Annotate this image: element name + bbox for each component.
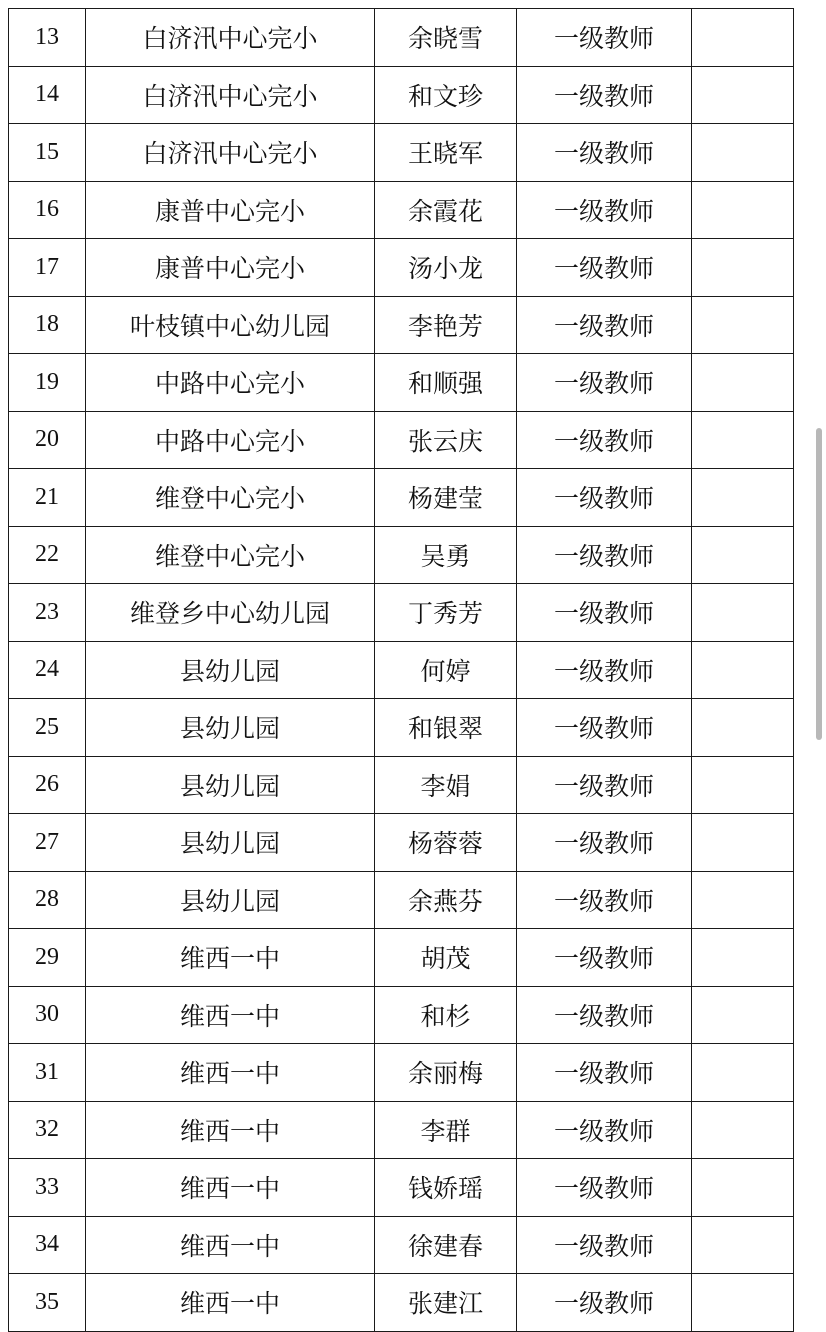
- row-number-cell: 28: [9, 871, 86, 929]
- remarks-cell: [692, 296, 794, 354]
- table-row: [9, 986, 794, 1044]
- job-title-cell: 一级教师: [517, 756, 692, 814]
- row-number-cell: 21: [9, 469, 86, 527]
- school-cell: 维登乡中心幼儿园: [86, 584, 375, 642]
- row-number-cell: 20: [9, 411, 86, 469]
- row-number-cell: 24: [9, 641, 86, 699]
- remarks-cell: [692, 124, 794, 182]
- job-title-cell: 一级教师: [517, 1159, 692, 1217]
- job-title-cell: 一级教师: [517, 239, 692, 297]
- school-cell: 维登中心完小: [86, 469, 375, 527]
- job-title-cell: 一级教师: [517, 1044, 692, 1102]
- remarks-cell: [692, 814, 794, 872]
- job-title-cell: 一级教师: [517, 296, 692, 354]
- teacher-name-cell: 李娟: [375, 756, 517, 814]
- school-cell: 县幼儿园: [86, 641, 375, 699]
- teacher-name-cell: 徐建春: [375, 1216, 517, 1274]
- row-number-cell: 14: [9, 66, 86, 124]
- table-row: [9, 296, 794, 354]
- job-title-cell: 一级教师: [517, 584, 692, 642]
- roster-body: [9, 9, 794, 1332]
- table-row: [9, 469, 794, 527]
- school-cell: 中路中心完小: [86, 411, 375, 469]
- row-number-cell: 31: [9, 1044, 86, 1102]
- teacher-name-cell: 钱娇瑶: [375, 1159, 517, 1217]
- job-title-cell: 一级教师: [517, 124, 692, 182]
- table-row: [9, 1101, 794, 1159]
- row-number-cell: 35: [9, 1274, 86, 1332]
- teacher-name-cell: 汤小龙: [375, 239, 517, 297]
- table-row: [9, 1044, 794, 1102]
- row-number-cell: 27: [9, 814, 86, 872]
- school-cell: 维西一中: [86, 986, 375, 1044]
- school-cell: 维西一中: [86, 1274, 375, 1332]
- teacher-name-cell: 和文珍: [375, 66, 517, 124]
- row-number-cell: 34: [9, 1216, 86, 1274]
- remarks-cell: [692, 469, 794, 527]
- school-cell: 白济汛中心完小: [86, 66, 375, 124]
- job-title-cell: 一级教师: [517, 699, 692, 757]
- remarks-cell: [692, 181, 794, 239]
- table-row: [9, 1274, 794, 1332]
- remarks-cell: [692, 1274, 794, 1332]
- remarks-cell: [692, 526, 794, 584]
- teacher-name-cell: 李群: [375, 1101, 517, 1159]
- row-number-cell: 22: [9, 526, 86, 584]
- school-cell: 县幼儿园: [86, 871, 375, 929]
- school-cell: 维西一中: [86, 1159, 375, 1217]
- job-title-cell: 一级教师: [517, 411, 692, 469]
- remarks-cell: [692, 641, 794, 699]
- job-title-cell: 一级教师: [517, 354, 692, 412]
- job-title-cell: 一级教师: [517, 641, 692, 699]
- school-cell: 县幼儿园: [86, 814, 375, 872]
- row-number-cell: 25: [9, 699, 86, 757]
- table-row: [9, 584, 794, 642]
- table-row: [9, 354, 794, 412]
- table-row: [9, 181, 794, 239]
- remarks-cell: [692, 929, 794, 987]
- teacher-name-cell: 丁秀芳: [375, 584, 517, 642]
- teacher-name-cell: 和杉: [375, 986, 517, 1044]
- table-row: [9, 871, 794, 929]
- teacher-name-cell: 张建江: [375, 1274, 517, 1332]
- row-number-cell: 26: [9, 756, 86, 814]
- remarks-cell: [692, 699, 794, 757]
- row-number-cell: 32: [9, 1101, 86, 1159]
- table-row: [9, 526, 794, 584]
- school-cell: 叶枝镇中心幼儿园: [86, 296, 375, 354]
- vertical-scrollbar[interactable]: [816, 428, 822, 740]
- remarks-cell: [692, 1044, 794, 1102]
- table-row: [9, 814, 794, 872]
- remarks-cell: [692, 66, 794, 124]
- table-row: [9, 1216, 794, 1274]
- row-number-cell: 13: [9, 9, 86, 67]
- table-row: [9, 699, 794, 757]
- remarks-cell: [692, 756, 794, 814]
- job-title-cell: 一级教师: [517, 1101, 692, 1159]
- school-cell: 县幼儿园: [86, 699, 375, 757]
- table-row: [9, 756, 794, 814]
- school-cell: 维西一中: [86, 1216, 375, 1274]
- job-title-cell: 一级教师: [517, 9, 692, 67]
- remarks-cell: [692, 9, 794, 67]
- teacher-name-cell: 和顺强: [375, 354, 517, 412]
- table-row: [9, 1159, 794, 1217]
- row-number-cell: 16: [9, 181, 86, 239]
- row-number-cell: 17: [9, 239, 86, 297]
- teacher-name-cell: 李艳芳: [375, 296, 517, 354]
- table-row: [9, 929, 794, 987]
- teacher-name-cell: 胡茂: [375, 929, 517, 987]
- school-cell: 维西一中: [86, 929, 375, 987]
- teacher-name-cell: 何婷: [375, 641, 517, 699]
- row-number-cell: 29: [9, 929, 86, 987]
- row-number-cell: 33: [9, 1159, 86, 1217]
- school-cell: 维西一中: [86, 1044, 375, 1102]
- job-title-cell: 一级教师: [517, 469, 692, 527]
- row-number-cell: 19: [9, 354, 86, 412]
- job-title-cell: 一级教师: [517, 929, 692, 987]
- remarks-cell: [692, 986, 794, 1044]
- remarks-cell: [692, 584, 794, 642]
- table-row: [9, 9, 794, 67]
- teacher-name-cell: 张云庆: [375, 411, 517, 469]
- remarks-cell: [692, 1216, 794, 1274]
- teacher-roster-table: [8, 8, 794, 1332]
- teacher-name-cell: 余燕芬: [375, 871, 517, 929]
- row-number-cell: 30: [9, 986, 86, 1044]
- school-cell: 白济汛中心完小: [86, 124, 375, 182]
- remarks-cell: [692, 239, 794, 297]
- table-row: [9, 124, 794, 182]
- teacher-name-cell: 余丽梅: [375, 1044, 517, 1102]
- teacher-name-cell: 王晓军: [375, 124, 517, 182]
- table-row: [9, 239, 794, 297]
- teacher-name-cell: 余晓雪: [375, 9, 517, 67]
- remarks-cell: [692, 1101, 794, 1159]
- remarks-cell: [692, 354, 794, 412]
- table-row: [9, 411, 794, 469]
- school-cell: 县幼儿园: [86, 756, 375, 814]
- job-title-cell: 一级教师: [517, 66, 692, 124]
- school-cell: 康普中心完小: [86, 239, 375, 297]
- table-row: [9, 66, 794, 124]
- row-number-cell: 18: [9, 296, 86, 354]
- teacher-name-cell: 吴勇: [375, 526, 517, 584]
- row-number-cell: 23: [9, 584, 86, 642]
- job-title-cell: 一级教师: [517, 871, 692, 929]
- school-cell: 白济汛中心完小: [86, 9, 375, 67]
- job-title-cell: 一级教师: [517, 814, 692, 872]
- remarks-cell: [692, 1159, 794, 1217]
- job-title-cell: 一级教师: [517, 1274, 692, 1332]
- job-title-cell: 一级教师: [517, 986, 692, 1044]
- school-cell: 维登中心完小: [86, 526, 375, 584]
- school-cell: 中路中心完小: [86, 354, 375, 412]
- teacher-name-cell: 杨蓉蓉: [375, 814, 517, 872]
- job-title-cell: 一级教师: [517, 181, 692, 239]
- remarks-cell: [692, 411, 794, 469]
- job-title-cell: 一级教师: [517, 526, 692, 584]
- table-row: [9, 641, 794, 699]
- remarks-cell: [692, 871, 794, 929]
- teacher-name-cell: 杨建莹: [375, 469, 517, 527]
- school-cell: 维西一中: [86, 1101, 375, 1159]
- row-number-cell: 15: [9, 124, 86, 182]
- job-title-cell: 一级教师: [517, 1216, 692, 1274]
- teacher-name-cell: 和银翠: [375, 699, 517, 757]
- school-cell: 康普中心完小: [86, 181, 375, 239]
- teacher-name-cell: 余霞花: [375, 181, 517, 239]
